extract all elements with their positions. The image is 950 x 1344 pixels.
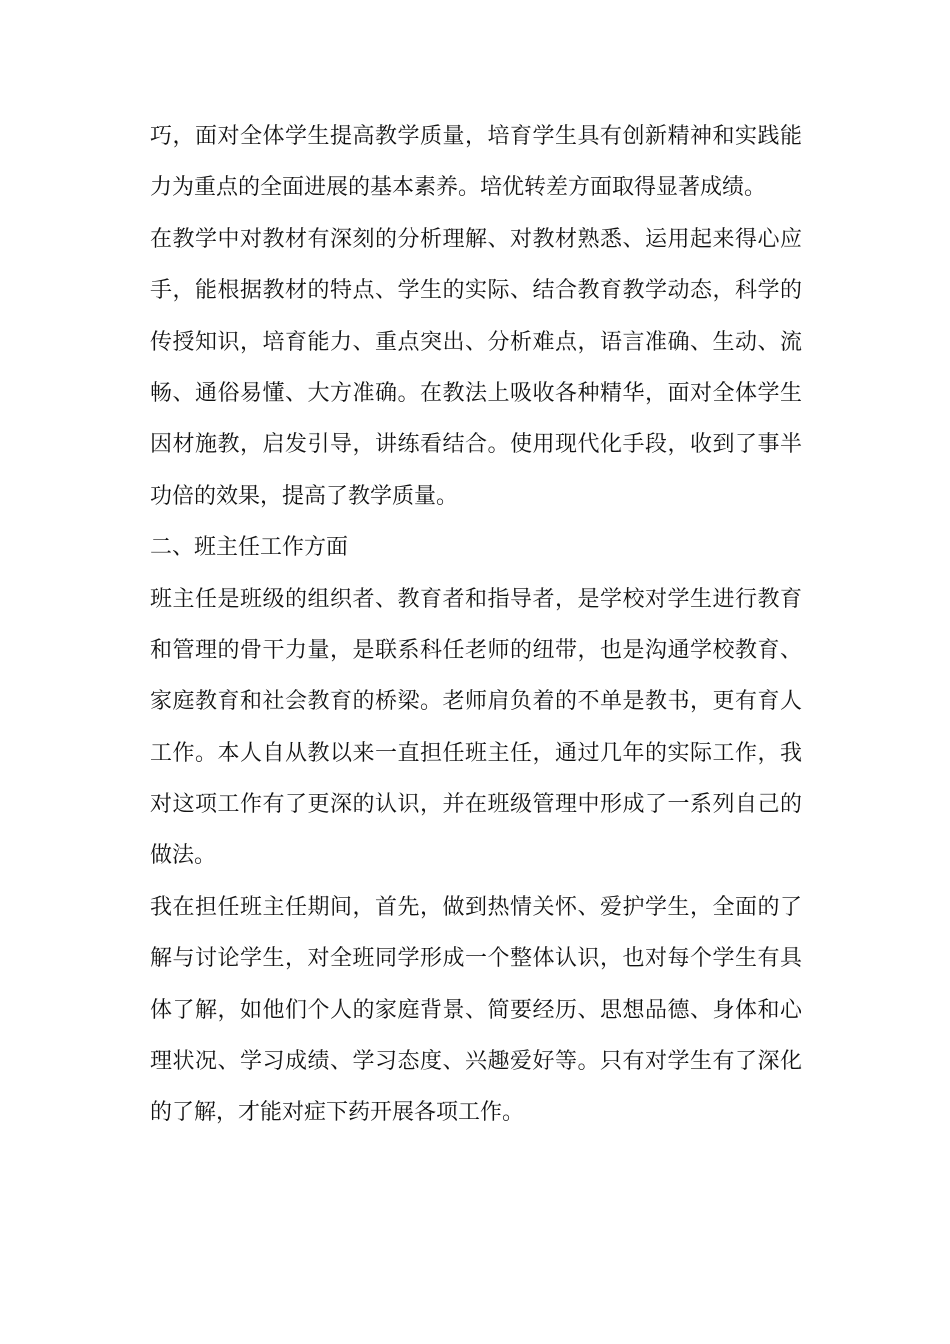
text-line-13: 工作。本人自从教以来一直担任班主任，通过几年的实际工作，我	[150, 740, 802, 766]
text-line-7: 因材施教，启发引导，讲练看结合。使用现代化手段，收到了事半	[150, 432, 802, 458]
text-line-10: 班主任是班级的组织者、教育者和指导者，是学校对学生进行教育	[150, 586, 802, 612]
text-line-5: 传授知识，培育能力、重点突出、分析难点，语言准确、生动、流	[150, 329, 802, 355]
text-line-1: 巧，面对全体学生提高教学质量，培育学生具有创新精神和实践能	[150, 124, 802, 149]
text-line-18: 体了解，如他们个人的家庭背景、简要经历、思想品德、身体和心	[150, 997, 802, 1023]
text-line-15: 做法。	[150, 843, 217, 869]
text-line-4: 手，能根据教材的特点、学生的实际、结合教育教学动态，科学的	[150, 278, 802, 304]
text-line-17: 解与讨论学生，对全班同学形成一个整体认识，也对每个学生有具	[150, 946, 802, 972]
text-line-8: 功倍的效果，提高了教学质量。	[150, 483, 459, 509]
document-body	[150, 111, 802, 1139]
text-line-14: 对这项工作有了更深的认识，并在班级管理中形成了一系列自己的	[150, 792, 802, 818]
text-line-19: 理状况、学习成绩、学习态度、兴趣爱好等。只有对学生有了深化	[150, 1049, 802, 1075]
text-line-3: 在教学中对教材有深刻的分析理解、对教材熟悉、运用起来得心应	[150, 226, 802, 252]
text-line-12: 家庭教育和社会教育的桥梁。老师肩负着的不单是教书，更有育人	[150, 689, 802, 715]
text-line-16: 我在担任班主任期间，首先，做到热情关怀、爱护学生，全面的了	[150, 894, 802, 920]
text-line-11: 和管理的骨干力量，是联系科任老师的纽带，也是沟通学校教育、	[150, 637, 802, 663]
text-line-20: 的了解，才能对症下药开展各项工作。	[150, 1100, 525, 1126]
text-line-6: 畅、通俗易懂、大方准确。在教法上吸收各种精华，面对全体学生	[150, 380, 802, 406]
section-heading: 二、班主任工作方面	[150, 535, 349, 561]
text-line-2: 力为重点的全面进展的基本素养。培优转差方面取得显著成绩。	[150, 175, 767, 201]
